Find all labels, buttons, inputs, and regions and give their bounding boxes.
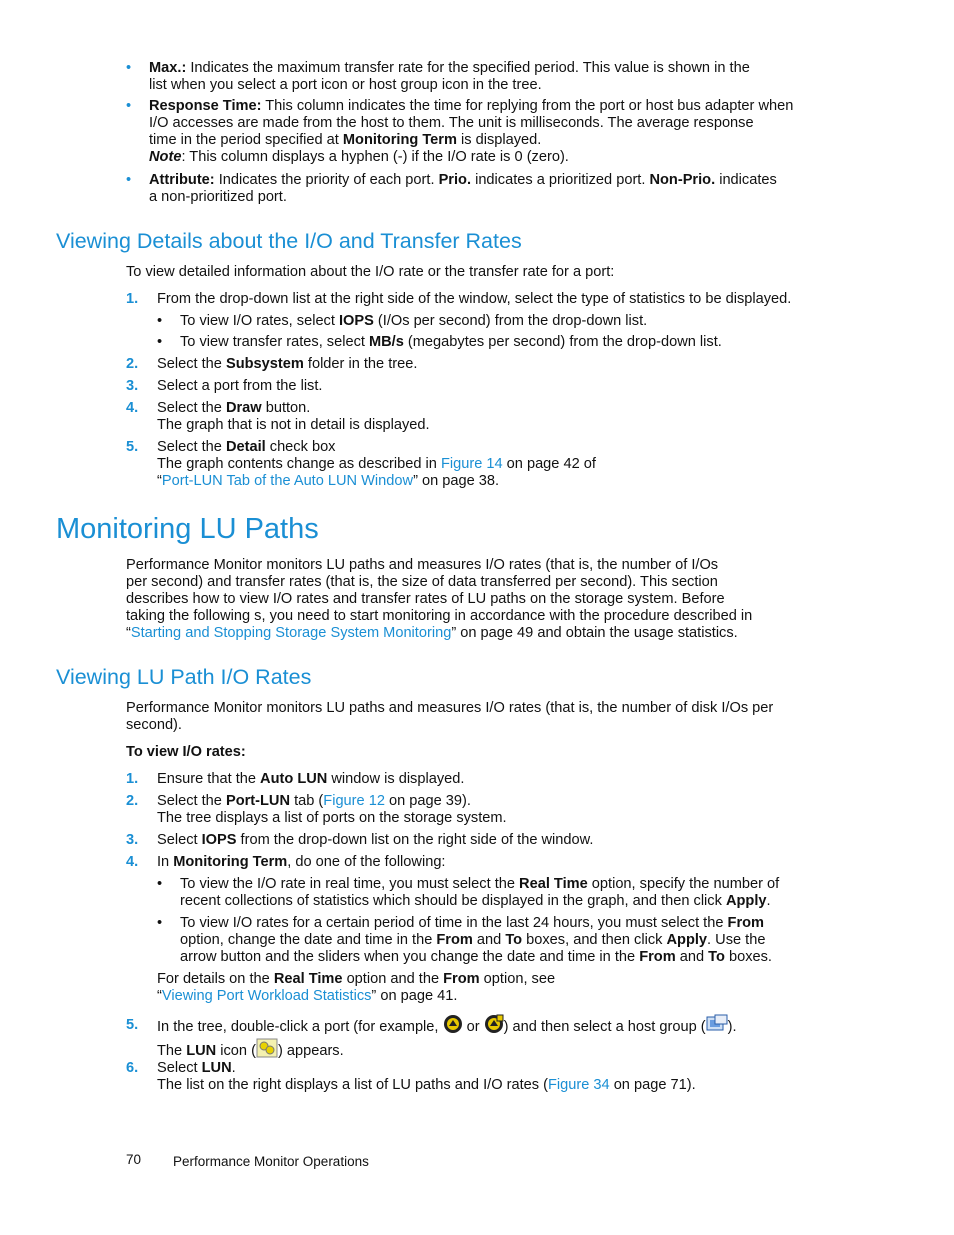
lu-step-2: 2. Select the Port-LUN tab (Figure 12 on page 39). The tree displays a list of ports on the storage system. bbox=[126, 793, 507, 826]
sub-bullet-mbs: • To view transfer rates, select MB/s (megabytes per second) from the drop-down list. bbox=[157, 334, 722, 350]
note-label: Note bbox=[149, 149, 182, 165]
section-heading-monitoring-lu-paths: Monitoring LU Paths bbox=[56, 513, 319, 545]
port-alt-icon bbox=[484, 1014, 504, 1034]
lun-icon bbox=[256, 1038, 278, 1058]
bullet-response-time: • Response Time: This column indicates the time for replying from the port or host bus adapter when I/O accesses are made from the host to them. The unit is milliseconds. The average response time in the period specified at Monitoring Term is displayed. Note: This column displays a hyphen (-) if the I/O rate is 0 (zero). bbox=[126, 98, 794, 165]
step-1: 1. From the drop-down list at the right side of the window, select the type of statistics to be displayed. bbox=[126, 291, 792, 307]
step-2: 2. Select the Subsystem folder in the tree. bbox=[126, 356, 418, 372]
lu-step-4-bullet-from: • To view I/O rates for a certain period of time in the last 24 hours, you must select the From option, change the date and time in the From and To boxes, and then click Apply. Use the arrow button and the sliders when you change the date and time in the From and To boxes. bbox=[157, 915, 772, 965]
link-figure-14[interactable]: Figure 14 bbox=[440, 456, 503, 472]
bullet-dot: • bbox=[126, 98, 132, 114]
page-number: 70 bbox=[126, 1152, 142, 1167]
section2-body: Performance Monitor monitors LU paths and measures I/O rates (that is, the number of I/Os per second) and transfer rates (that is, the size of data transferred per second). This section describes how to view I/O rates and transfer rates of LU paths on the storage system. Before taking the following s, you need to start monitoring in accordance with the procedure described in “Starting and Stopping Storage System Monitoring” on page 49 and obtain the usage statistics. bbox=[126, 557, 753, 641]
lu-step-5: 5. In the tree, double-click a port (for example, or ) and then select a host group ( ). The LUN icon ( ) appears. bbox=[126, 1014, 826, 1062]
lu-step-4-details: For details on the Real Time option and the From option, see “Viewing Port Workload Statistics” on page 41. bbox=[157, 971, 556, 1004]
section-heading-lu-path-io-rates: Viewing LU Path I/O Rates bbox=[56, 665, 312, 689]
step-4: 4. Select the Draw button. The graph that is not in detail is displayed. bbox=[126, 400, 430, 433]
host-group-icon bbox=[706, 1014, 728, 1034]
section1-intro: To view detailed information about the I/O rate or the transfer rate for a port: bbox=[126, 264, 615, 280]
port-icon bbox=[443, 1014, 463, 1034]
link-figure-34[interactable]: Figure 34 bbox=[547, 1077, 610, 1093]
footer-title: Performance Monitor Operations bbox=[173, 1154, 369, 1169]
link-port-lun-tab[interactable]: Port-LUN Tab of the Auto LUN Window bbox=[161, 473, 414, 489]
procedure-label: To view I/O rates: bbox=[126, 744, 246, 760]
lu-step-4: 4. In Monitoring Term, do one of the following: bbox=[126, 854, 446, 870]
term-max: Max.: bbox=[149, 60, 187, 76]
bullet-dot: • bbox=[126, 172, 132, 188]
step-5: 5. Select the Detail check box The graph contents change as described in Figure 14 on page 42 of “Port-LUN Tab of the Auto LUN Window” on page 38. bbox=[126, 439, 596, 489]
step-3: 3. Select a port from the list. bbox=[126, 378, 323, 394]
bullet-dot: • bbox=[126, 60, 132, 76]
lu-step-4-bullet-real-time: • To view the I/O rate in real time, you must select the Real Time option, specify the number of recent collections of statistics which should be displayed in the graph, and then click Apply. bbox=[157, 876, 780, 909]
lu-step-6: 6. Select LUN. The list on the right displays a list of LU paths and I/O rates (Figure 34 on page 71). bbox=[126, 1060, 696, 1093]
link-port-workload[interactable]: Viewing Port Workload Statistics bbox=[161, 988, 372, 1004]
bullet-attribute: • Attribute: Indicates the priority of each port. Prio. indicates a prioritized port. Non-Prio. indicates a non-prioritized port. bbox=[126, 172, 777, 205]
lu-step-1: 1. Ensure that the Auto LUN window is displayed. bbox=[126, 771, 465, 787]
bullet-max: • Max.: Indicates the maximum transfer rate for the specified period. This value is shown in the list when you select a port icon or host group icon in the tree. bbox=[126, 60, 750, 93]
section3-intro: Performance Monitor monitors LU paths and measures I/O rates (that is, the number of disk I/Os per second). bbox=[126, 700, 774, 733]
sub-bullet-iops: • To view I/O rates, select IOPS (I/Os per second) from the drop-down list. bbox=[157, 313, 648, 329]
link-start-stop-monitoring[interactable]: Starting and Stopping Storage System Monitoring bbox=[130, 625, 452, 641]
section-heading-io-transfer: Viewing Details about the I/O and Transfer Rates bbox=[56, 229, 522, 253]
link-figure-12[interactable]: Figure 12 bbox=[323, 793, 385, 809]
lu-step-3: 3. Select IOPS from the drop-down list on the right side of the window. bbox=[126, 832, 594, 848]
